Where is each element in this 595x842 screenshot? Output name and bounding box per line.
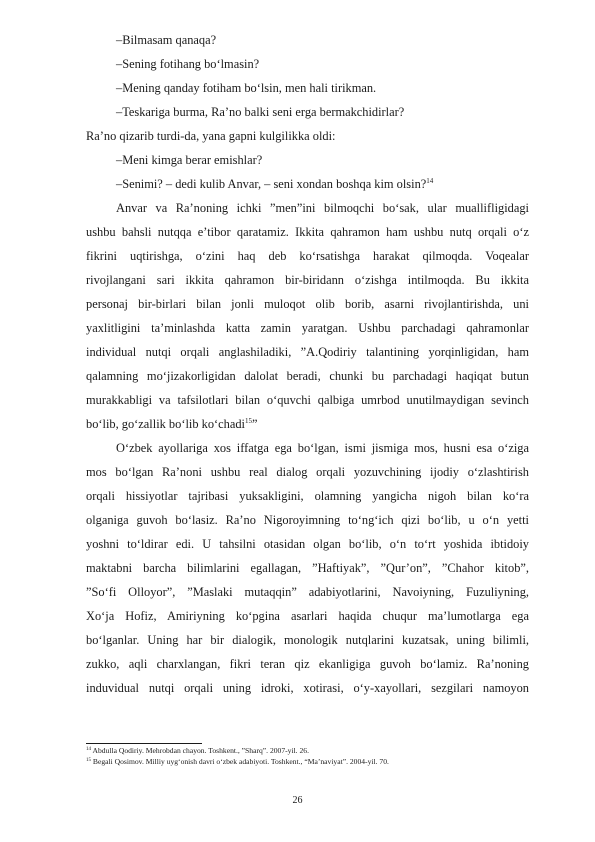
paragraph-line: orqali hissiyotlar tajribasi yuksakligini, olamning yangicha nigoh bilan ko‘ra <box>86 489 529 503</box>
paragraph-line: individual nutqi orqali anglashiladiki, ”A.Qodiriy talantining yorqinligidan, ham <box>86 345 529 359</box>
paragraph-line: olganiga guvoh bo‘lasiz. Ra’no Nigoroyimning to‘ng‘ich qizi bo‘lib, u o‘n yetti <box>86 513 529 527</box>
dialogue-line: –Mening qanday fotiham bo‘lsin, men hali tirikman. <box>116 81 377 95</box>
paragraph-line: Xo‘ja Hofiz, Amiriyning ko‘pgina asarlari haqida chuqur ma’lumotlarga ega <box>86 609 529 623</box>
footnote-number: 14 <box>86 747 91 752</box>
dialogue-line: –Meni kimga berar emishlar? <box>116 153 263 167</box>
dialogue-text: –Senimi? – dedi kulib Anvar, – seni xondan boshqa kim olsin? <box>116 177 427 191</box>
dialogue-line: –Teskariga burma, Ra’no balki seni erga bermakchidirlar? <box>116 105 405 119</box>
paragraph-line: personaj bir-birlari bilan jonli muloqot olib borib, asarni rivojlantirishda, uni <box>86 297 529 311</box>
footnote-text: Begali Qosimov. Milliy uyg‘onish davri o‘zbek adabiyoti. Toshkent., “Ma’naviyat”. 2004-yil. 70. <box>91 757 389 766</box>
paragraph-line: O‘zbek ayollariga xos iffatga ega bo‘lgan, ismi jismiga mos, husni esa o‘ziga <box>116 441 529 455</box>
paragraph-line: yaxlitligini ta’minlashda katta zamin yaratgan. Ushbu parchadagi qahramonlar <box>86 321 529 335</box>
paragraph-text: bo‘lib, go‘zallik bo‘lib ko‘chadi <box>86 417 245 431</box>
paragraph-line: fikrini uqtirishga, o‘zini haq deb ko‘rsatishga harakat qilmoqda. Voqealar <box>86 249 529 263</box>
paragraph-line: zukko, aqli charxlangan, fikri teran qiz ekanligiga guvoh bo‘lamiz. Ra’noning <box>86 657 529 671</box>
paragraph-line: mos bo‘lgan Ra’noni ushbu real dialog orqali yozuvchining ijodiy o‘zlashtirish <box>86 465 529 479</box>
paragraph-line: induvidual nutqi orqali uning idroki, xotirasi, o‘y-xayollari, sezgilari namoyon <box>86 681 529 695</box>
paragraph-line: qalamning mo‘jizakorligidan dalolat beradi, chunki bu parchadagi haqiqat butun <box>86 369 529 383</box>
narration-line: Ra’no qizarib turdi-da, yana gapni kulgilikka oldi: <box>86 129 336 143</box>
dialogue-line <box>116 176 433 192</box>
paragraph-line: Anvar va Ra’noning ichki ”men”ini bilmoqchi bo‘sak, ular muallifligidagi <box>116 201 529 215</box>
footnote-number: 15 <box>86 758 91 763</box>
paragraph-line: ”So‘fi Olloyor”, ”Maslaki mutaqqin” adabiyotlarini, Navoiyning, Fuzuliyning, <box>86 585 529 599</box>
closing-quote: ” <box>251 417 258 431</box>
footnote-separator <box>86 743 202 744</box>
footnote <box>86 757 389 767</box>
paragraph-line: maktabni barcha bilimlarini egallagan, ”Haftiyak”, ”Qur’on”, ”Chahor kitob”, <box>86 561 529 575</box>
footnote <box>86 746 309 756</box>
paragraph-line: bo‘lganlar. Uning har bir dialogik, monologik nutqlarini kuzatsak, uning bilimli, <box>86 633 529 647</box>
paragraph-line: murakkabligi va tafsilotlari bilan o‘quvchi qalbiga umrbod unutilmaydigan sevinch <box>86 393 529 407</box>
paragraph-line <box>86 416 257 432</box>
footnote-text: Abdulla Qodiriy. Mehrobdan chayon. Toshkent., ”Sharq”. 2007-yil. 26. <box>91 746 309 755</box>
page-number: 26 <box>292 795 303 806</box>
dialogue-line: –Sening fotihang bo‘lmasin? <box>116 57 260 71</box>
footnote-ref: 15 <box>244 417 252 425</box>
paragraph-line: ushbu bahsli nutqqa e’tibor qaratamiz. Ikkita qahramon ham ushbu nutq orqali o‘z <box>86 225 529 239</box>
footnote-ref: 14 <box>426 177 434 185</box>
paragraph-line: rivojlangani sari ikkita qahramon bir-biridann o‘zishga intilmoqda. Bu ikkita <box>86 273 529 287</box>
paragraph-line: yoshni to‘ldirar edi. U tahsilni otasidan olgan bo‘lib, o‘n to‘rt yoshida ibtidoiy <box>86 537 529 551</box>
dialogue-line: –Bilmasam qanaqa? <box>116 33 217 47</box>
